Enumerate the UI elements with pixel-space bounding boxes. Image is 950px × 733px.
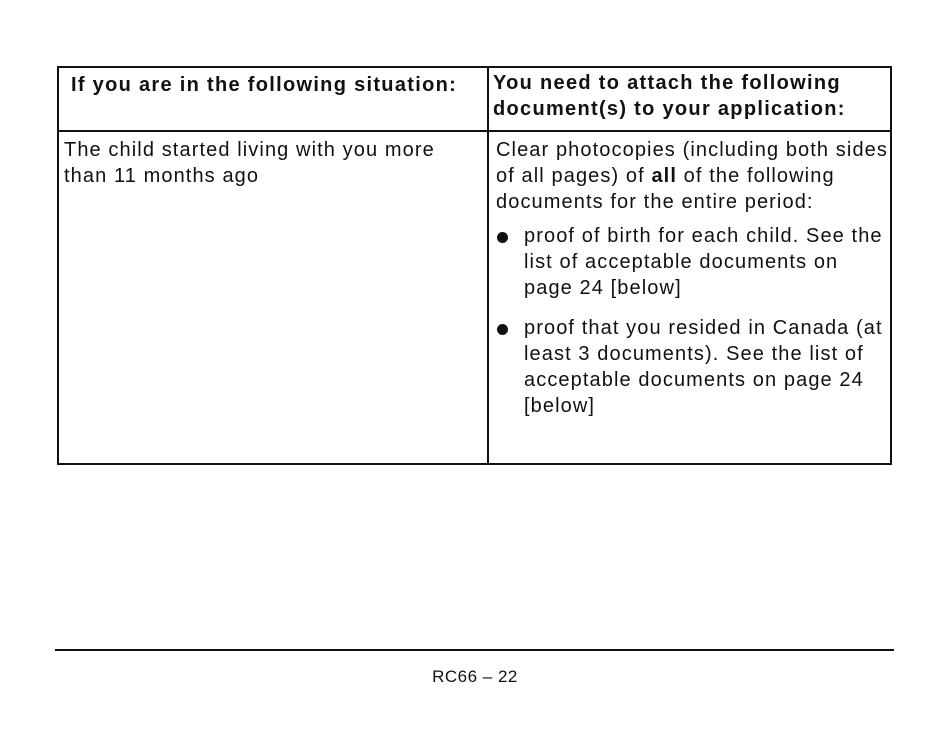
documents-cell <box>496 137 891 419</box>
bullet-icon <box>497 324 508 335</box>
footer-rule <box>55 649 894 651</box>
list-item-text: proof that you resided in Canada (at least 3 documents). See the list of acceptable documents on page 24 [below] <box>524 317 883 417</box>
column-divider <box>487 68 489 463</box>
documents-intro <box>496 137 891 215</box>
header-documents: You need to attach the following document(s) to your application: <box>493 72 846 120</box>
bullet-icon <box>497 232 508 243</box>
header-situation: If you are in the following situation: <box>71 74 458 96</box>
header-divider <box>59 130 890 132</box>
intro-text-end: of the following documents for the entire period: <box>496 165 835 213</box>
list-item-text: proof of birth for each child. See the list of acceptable documents on page 24 [below] <box>524 225 883 299</box>
requirements-table <box>57 66 892 465</box>
intro-text: Clear photocopies (including both sides of all pages) of <box>496 139 889 187</box>
page-number: RC66 – 22 <box>432 667 518 686</box>
list-item <box>496 315 891 419</box>
list-item <box>496 223 891 301</box>
intro-bold-text: all <box>651 165 677 187</box>
situation-cell: The child started living with you more than 11 months ago <box>64 139 435 187</box>
